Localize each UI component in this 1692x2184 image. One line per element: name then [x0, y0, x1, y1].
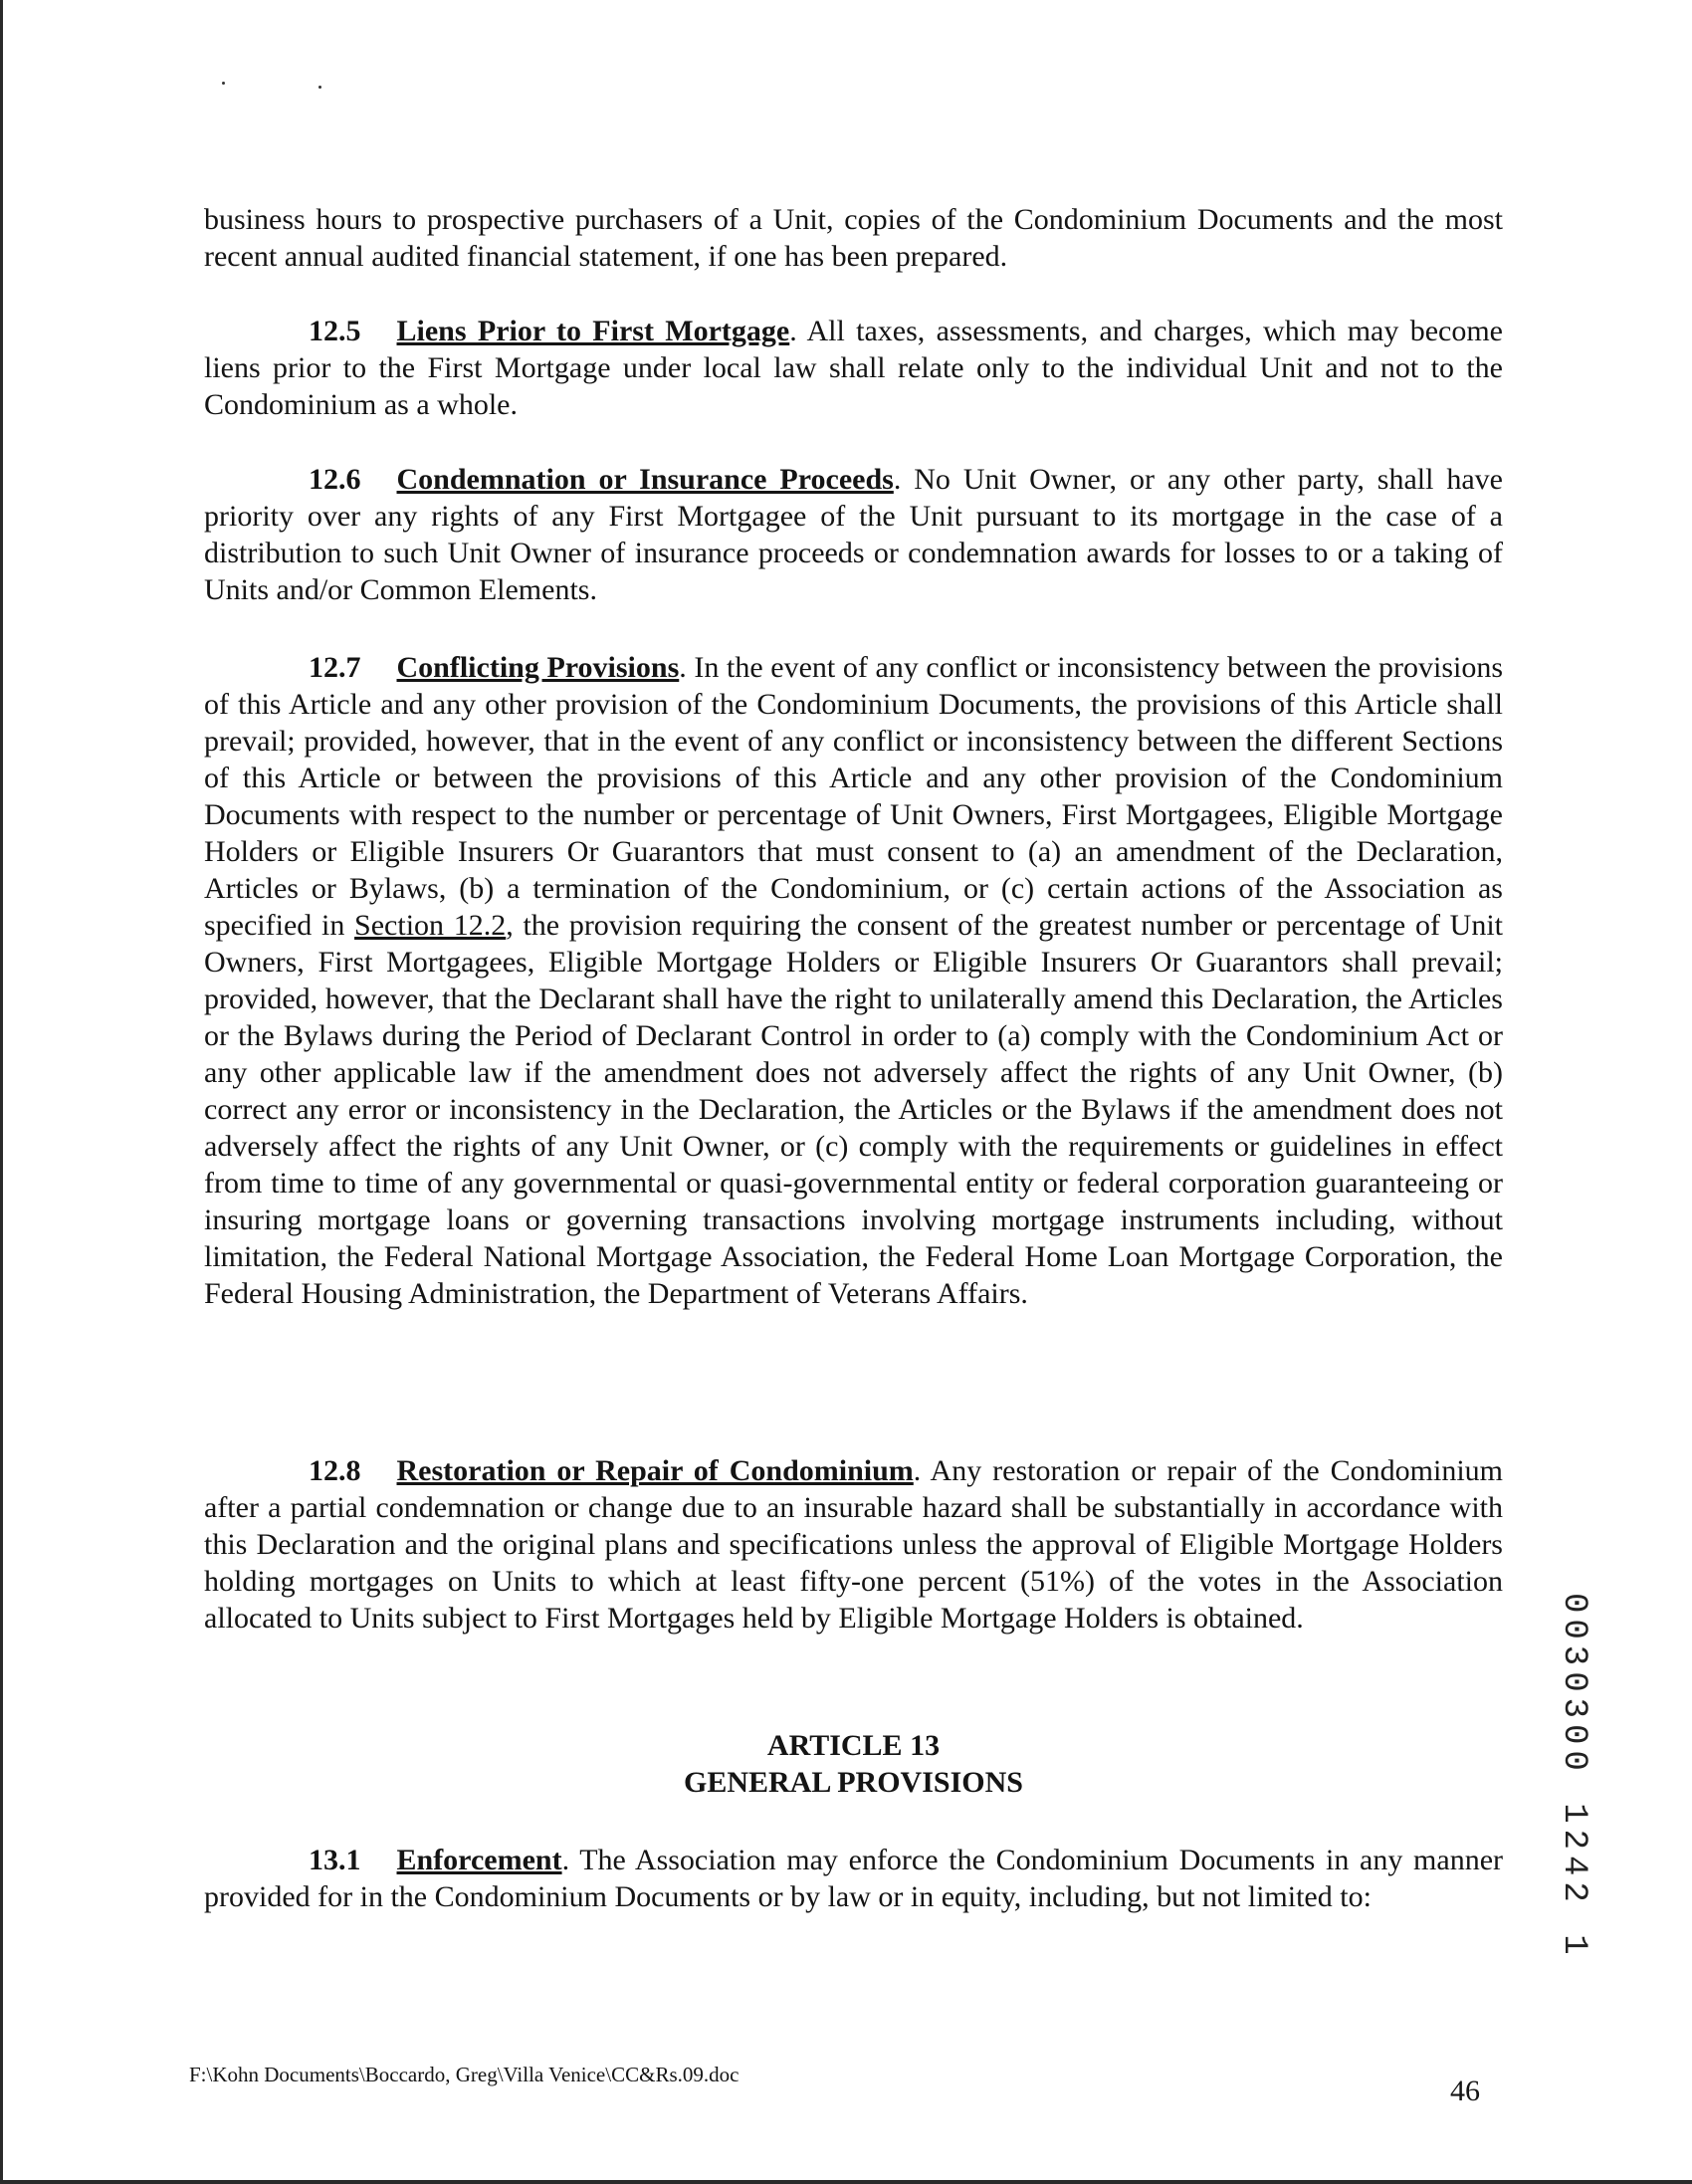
scan-speck	[222, 82, 225, 85]
section-number: 12.7	[309, 651, 361, 684]
section-text: . No Unit Owner, or any other party, shall have priority over any rights of any First Mortgagee of the Unit pursuant to its mortgage in the case of a distribution to such Unit Owner of insurance proceeds or condemnation awards for losses to or a taking of Units and/or Common Elements.	[204, 463, 1503, 606]
section-number: 12.8	[309, 1454, 361, 1487]
section-number: 12.6	[309, 463, 361, 496]
page-scan-edge-bottom	[0, 2180, 1692, 2184]
section-heading: Conflicting Provisions	[396, 651, 680, 684]
section-number: 13.1	[309, 1844, 361, 1876]
page-scan-edge-left	[0, 0, 3, 2184]
section-13-1	[204, 1842, 1503, 1915]
section-heading: Condemnation or Insurance Proceeds	[396, 463, 894, 496]
continuation-paragraph	[204, 201, 1503, 275]
section-12-7	[204, 649, 1503, 1312]
section-12-5	[204, 313, 1503, 423]
section-12-6	[204, 461, 1503, 608]
footer-file-path: F:\Kohn Documents\Boccardo, Greg\Villa Venice\CC&Rs.09.doc	[189, 2063, 740, 2086]
section-text: . All taxes, assessments, and charges, which may become liens prior to the First Mortgage under local law shall relate only to the individual Unit and not to the Condominium as a whole.	[204, 315, 1503, 421]
bates-stamp: 0030300 1242 1	[1555, 1593, 1592, 1961]
section-heading: Liens Prior to First Mortgage	[396, 315, 790, 347]
article-title: ARTICLE 13	[766, 1729, 941, 1762]
section-cross-reference: Section 12.2	[354, 909, 507, 942]
section-text: , the provision requiring the consent of the greatest number or percentage of Unit Owners, First Mortgagees, Eligible Mortgage Holders or Eligible Insurers Or Guarantors shall prevail; provided, however, that the Declarant shall have the right to unilaterally amend this Declaration, the Articles or the Bylaws during the Period of Declarant Control in order to (a) comply with the Condominium Act or any other applicable law if the amendment does not adversely affect the rights of any Unit Owner, (b) correct any error or inconsistency in the Declaration, the Articles or the Bylaws if the amendment does not adversely affect the rights of any Unit Owner, or (c) comply with the requirements or guidelines in effect from time to time of any governmental or quasi-governmental entity or federal corporation guaranteeing or insuring mortgage loans or governing transactions involving mortgage instruments including, without limitation, the Federal National Mortgage Association, the Federal Home Loan Mortgage Corporation, the Federal Housing Administration, the Department of Veterans Affairs.	[204, 909, 1503, 1310]
section-heading: Restoration or Repair of Condominium	[396, 1454, 914, 1487]
section-number: 12.5	[309, 315, 361, 347]
section-text: . Any restoration or repair of the Condominium after a partial condemnation or change due to an insurable hazard shall be substantially in accordance with this Declaration and the original plans and specifications unless the approval of Eligible Mortgage Holders holding mortgages on Units to which at least fifty-one percent (51%) of the votes in the Association allocated to Units subject to First Mortgages held by Eligible Mortgage Holders is obtained.	[204, 1454, 1504, 1635]
section-text: . In the event of any conflict or inconsistency between the provisions of this Article and any other provision of the Condominium Documents, the provisions of this Article shall prevail; provided, however, that in the event of any conflict or inconsistency between the different Sections of this Article or between the provisions of this Article and any other provision of the Condominium Documents with respect to the number or percentage of Unit Owners, First Mortgagees, Eligible Mortgage Holders or Eligible Insurers Or Guarantors that must consent to (a) an amendment of the Declaration, Articles or Bylaws, (b) a termination of the Condominium, or (c) certain actions of the Association as specified in	[204, 651, 1504, 942]
section-text: . The Association may enforce the Condominium Documents in any manner provided for in the Condominium Documents or by law or in equity, including, but not limited to:	[204, 1844, 1503, 1913]
continuation-text: business hours to prospective purchasers of a Unit, copies of the Condominium Documents and the most recent annual audited financial statement, if one has been prepared.	[204, 203, 1503, 273]
page-number: 46	[1450, 2075, 1480, 2107]
article-subtitle: GENERAL PROVISIONS	[684, 1766, 1023, 1799]
scan-speck	[318, 86, 321, 89]
section-heading: Enforcement	[396, 1844, 562, 1876]
section-12-8	[204, 1452, 1503, 1637]
